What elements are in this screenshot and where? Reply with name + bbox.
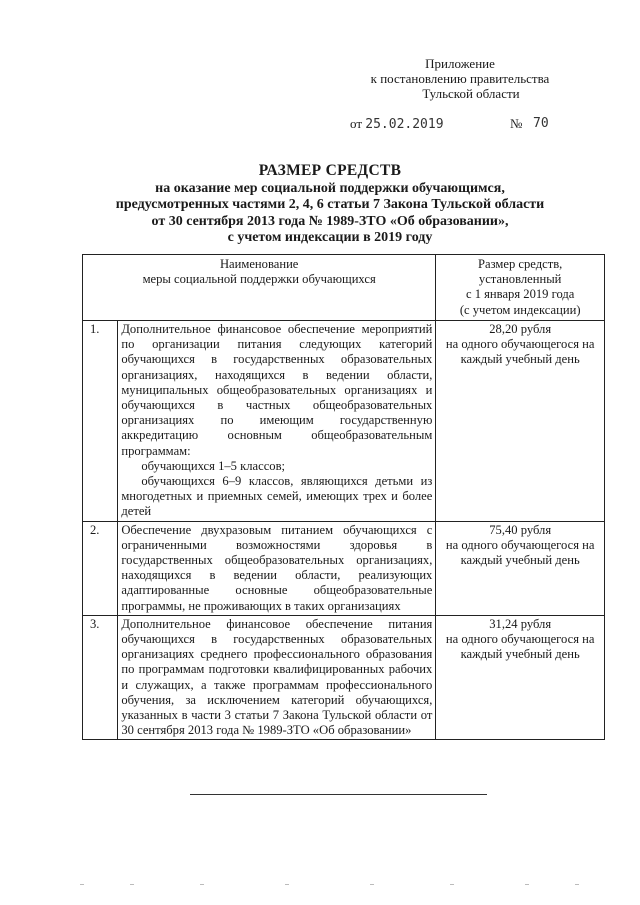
title-line-2: предусмотренных частями 2, 4, 6 статьи 7 Закона Тульской области (115, 197, 545, 212)
measures-table (82, 254, 605, 740)
appendix-line-1: Приложение (425, 56, 495, 71)
row-number: 3. (83, 615, 118, 740)
header-name-line-2: меры социальной поддержки обучающихся (142, 272, 376, 287)
table-row (83, 321, 605, 522)
amount-value: 75,40 рубля (489, 522, 552, 537)
appendix-line-2: к постановлению правительства (370, 71, 550, 86)
header-measure-name (83, 255, 436, 321)
header-size-line-3: с 1 января 2019 года (465, 287, 575, 302)
appendix-line-3: Тульской области (422, 86, 520, 101)
title-line-4: с учетом индексации в 2019 году (227, 230, 433, 245)
table-header-row (83, 255, 605, 321)
measure-subitem: обучающихся 6–9 классов, являющихся детьми из многодетных и приемных семей, имеющих трех и более детей (121, 474, 433, 519)
closing-divider (190, 794, 487, 795)
title-main: РАЗМЕР СРЕДСТВ (258, 162, 402, 179)
row-measure (118, 321, 436, 522)
title-line-3: от 30 сентября 2013 года № 1989-ЗТО «Об образовании», (151, 213, 509, 229)
amount-note: на одного обучающегося на каждый учебный день (445, 632, 595, 662)
document-title (60, 163, 600, 247)
header-size-line-2: установленный (478, 272, 562, 287)
amount-value: 31,24 рубля (489, 616, 552, 631)
from-label: от (350, 116, 363, 131)
measure-text: Дополнительное финансовое обеспечение питания обучающихся в государственных образовательных организациях среднего профессионального образования по программам подготовки квалифицированных рабочих и служащих, а также программам профессионального обучения, за исключением категорий обучающихся, указанных в части 3 статьи 7 Закона Тульской области от 30 сентября 2013 года № 1989-ЗТО «Об образовании» (121, 616, 433, 738)
row-amount (436, 521, 605, 615)
document-number: 70 (533, 116, 549, 131)
document-date: 25.02.2019 (365, 117, 444, 132)
scan-specks (70, 884, 590, 890)
amount-value: 28,20 рубля (489, 322, 552, 336)
header-size-line-1: Размер средств, (478, 257, 563, 271)
table-row (83, 521, 605, 615)
measure-subitem: обучающихся 1–5 классов; (141, 458, 286, 473)
header-name-line-1: Наименование (219, 257, 299, 271)
number-label: № (510, 116, 523, 131)
amount-note: на одного обучающегося на каждый учебный день (445, 337, 595, 367)
header-size-line-4: (с учетом индексации) (459, 302, 581, 317)
measure-text: Дополнительное финансовое обеспечение мероприятий по организации питания следующих категорий обучающихся в государственных образовательных организациях, находящихся в ведении области, муниципальных общеобразовательных организациях и обучающихся в частных общеобразовательных организациях по имеющим государственную аккредитацию основным общеобразовательным программам: (121, 322, 433, 458)
row-measure (118, 615, 436, 740)
document-reference (350, 116, 570, 133)
measure-text: Обеспечение двухразовым питанием обучающихся с ограниченными возможностями здоровья в государственных общеобразовательных организациях, находящихся в ведении области, реализующих адаптированные основные общеобразовательные программы, не проживающих в таких организациях (121, 522, 433, 613)
appendix-block (350, 56, 570, 101)
title-line-1: на оказание мер социальной поддержки обучающимся, (155, 180, 505, 196)
row-number: 2. (83, 521, 118, 615)
row-amount (436, 321, 605, 522)
table-row (83, 615, 605, 740)
amount-note: на одного обучающегося на каждый учебный день (445, 537, 595, 568)
row-amount (436, 615, 605, 740)
row-number: 1. (83, 321, 118, 522)
header-amount (436, 255, 605, 321)
row-measure (118, 521, 436, 615)
